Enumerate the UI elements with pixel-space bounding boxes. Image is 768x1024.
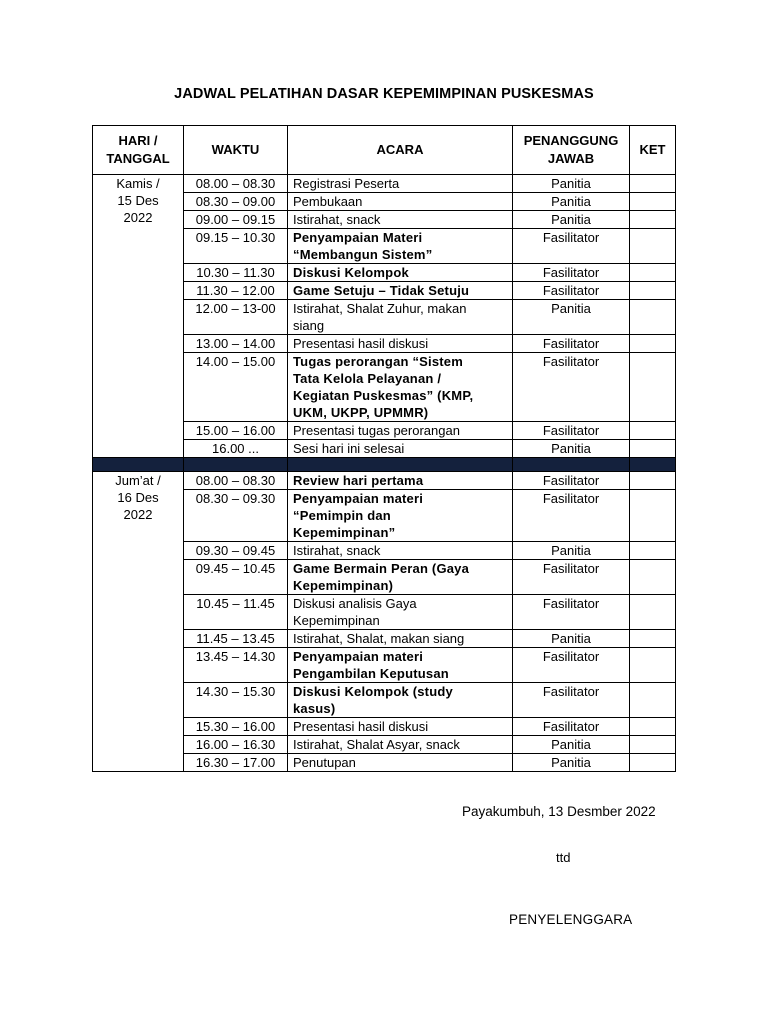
ket-cell [630, 490, 676, 542]
penanggung-jawab-cell: Fasilitator [513, 335, 630, 353]
acara-line: Istirahat, Shalat Asyar, snack [293, 737, 460, 752]
acara-line: siang [293, 318, 325, 333]
acara-cell [288, 736, 513, 754]
ket-cell [630, 300, 676, 335]
time-cell: 09.45 – 10.45 [184, 560, 288, 595]
acara-cell [288, 683, 513, 718]
time-cell: 08.00 – 08.30 [184, 472, 288, 490]
ket-cell [630, 542, 676, 560]
time-cell: 16.00 – 16.30 [184, 736, 288, 754]
ket-cell [630, 472, 676, 490]
ket-cell [630, 595, 676, 630]
acara-cell [288, 718, 513, 736]
day-label-line: 15 Des [117, 193, 159, 208]
acara-cell [288, 440, 513, 458]
acara-cell [288, 754, 513, 772]
header-ket: KET [630, 126, 676, 175]
table-row [93, 175, 676, 193]
time-cell: 13.00 – 14.00 [184, 335, 288, 353]
time-cell: 10.30 – 11.30 [184, 264, 288, 282]
time-cell: 14.30 – 15.30 [184, 683, 288, 718]
acara-line: Presentasi hasil diskusi [293, 336, 429, 351]
acara-cell [288, 472, 513, 490]
ket-cell [630, 335, 676, 353]
acara-cell [288, 648, 513, 683]
penanggung-jawab-cell: Fasilitator [513, 718, 630, 736]
ket-cell [630, 754, 676, 772]
table-row [93, 472, 676, 490]
acara-cell [288, 229, 513, 264]
ket-cell [630, 211, 676, 229]
ket-cell [630, 648, 676, 683]
acara-line: kasus) [293, 701, 336, 716]
time-cell: 15.00 – 16.00 [184, 422, 288, 440]
time-cell: 10.45 – 11.45 [184, 595, 288, 630]
penanggung-jawab-cell: Fasilitator [513, 648, 630, 683]
penanggung-jawab-cell: Panitia [513, 542, 630, 560]
acara-line: “Pemimpin dan [293, 508, 391, 523]
ket-cell [630, 353, 676, 422]
ket-cell [630, 175, 676, 193]
time-cell: 16.00 ... [184, 440, 288, 458]
table-header-row [93, 126, 676, 175]
penanggung-jawab-cell: Panitia [513, 193, 630, 211]
ket-cell [630, 630, 676, 648]
acara-line: Pengambilan Keputusan [293, 666, 449, 681]
ket-cell [630, 422, 676, 440]
schedule-table [92, 125, 676, 772]
time-cell: 09.15 – 10.30 [184, 229, 288, 264]
acara-line: Istirahat, snack [293, 212, 381, 227]
acara-line: Istirahat, Shalat Zuhur, makan [293, 301, 467, 316]
penanggung-jawab-cell: Panitia [513, 736, 630, 754]
acara-line: Kegiatan Puskesmas” (KMP, [293, 388, 474, 403]
document-title: JADWAL PELATIHAN DASAR KEPEMIMPINAN PUSKESMAS [174, 86, 594, 102]
acara-cell [288, 595, 513, 630]
acara-cell [288, 560, 513, 595]
acara-line: Tugas perorangan “Sistem [293, 354, 463, 369]
time-cell: 12.00 – 13-00 [184, 300, 288, 335]
time-cell: 08.30 – 09.30 [184, 490, 288, 542]
acara-cell [288, 490, 513, 542]
day-label-cell [93, 175, 184, 458]
acara-line: Penyampaian materi [293, 491, 424, 506]
time-cell: 09.30 – 09.45 [184, 542, 288, 560]
schedule-body [93, 175, 676, 772]
header-acara: ACARA [288, 126, 513, 175]
penanggung-jawab-cell: Fasilitator [513, 264, 630, 282]
acara-cell [288, 300, 513, 335]
ket-cell [630, 683, 676, 718]
acara-line: Kepemimpinan) [293, 578, 394, 593]
acara-cell [288, 335, 513, 353]
acara-line: Sesi hari ini selesai [293, 441, 405, 456]
acara-cell [288, 422, 513, 440]
header-hari-tanggal: HARI / TANGGAL [93, 126, 184, 175]
place-date: Payakumbuh, 13 Desmber 2022 [462, 804, 656, 819]
day-label-line: 2022 [123, 210, 153, 225]
separator-cell [288, 458, 513, 472]
day-label-line: Kamis / [116, 176, 160, 191]
ket-cell [630, 282, 676, 300]
ket-cell [630, 229, 676, 264]
acara-line: Registrasi Peserta [293, 176, 400, 191]
ket-cell [630, 440, 676, 458]
penanggung-jawab-cell: Fasilitator [513, 422, 630, 440]
penanggung-jawab-cell: Panitia [513, 211, 630, 229]
ket-cell [630, 560, 676, 595]
organizer-label: PENYELENGGARA [509, 912, 633, 927]
ket-cell [630, 718, 676, 736]
acara-cell [288, 193, 513, 211]
acara-line: Diskusi analisis Gaya [293, 596, 417, 611]
acara-cell [288, 630, 513, 648]
penanggung-jawab-cell: Fasilitator [513, 595, 630, 630]
penanggung-jawab-cell: Panitia [513, 440, 630, 458]
header-waktu: WAKTU [184, 126, 288, 175]
penanggung-jawab-cell: Panitia [513, 754, 630, 772]
penanggung-jawab-cell: Fasilitator [513, 353, 630, 422]
acara-line: Penutupan [293, 755, 356, 770]
penanggung-jawab-cell: Fasilitator [513, 490, 630, 542]
time-cell: 09.00 – 09.15 [184, 211, 288, 229]
time-cell: 15.30 – 16.00 [184, 718, 288, 736]
penanggung-jawab-cell: Panitia [513, 175, 630, 193]
acara-cell [288, 175, 513, 193]
separator-cell [630, 458, 676, 472]
time-cell: 16.30 – 17.00 [184, 754, 288, 772]
acara-line: Diskusi Kelompok (study [293, 684, 453, 699]
acara-cell [288, 264, 513, 282]
time-cell: 13.45 – 14.30 [184, 648, 288, 683]
day-label-line: Jum’at / [115, 473, 161, 488]
penanggung-jawab-cell: Fasilitator [513, 560, 630, 595]
acara-cell [288, 353, 513, 422]
penanggung-jawab-cell: Fasilitator [513, 282, 630, 300]
time-cell: 14.00 – 15.00 [184, 353, 288, 422]
acara-line: Presentasi hasil diskusi [293, 719, 429, 734]
acara-line: Tata Kelola Pelayanan / [293, 371, 442, 386]
time-cell: 11.45 – 13.45 [184, 630, 288, 648]
acara-line: Diskusi Kelompok [293, 265, 409, 280]
acara-cell [288, 211, 513, 229]
time-cell: 11.30 – 12.00 [184, 282, 288, 300]
ket-cell [630, 264, 676, 282]
acara-line: Kepemimpinan” [293, 525, 396, 540]
day-label-line: 16 Des [117, 490, 159, 505]
penanggung-jawab-cell: Fasilitator [513, 472, 630, 490]
penanggung-jawab-cell: Fasilitator [513, 229, 630, 264]
acara-line: Penyampaian Materi [293, 230, 423, 245]
day-label-cell [93, 472, 184, 772]
acara-line: “Membangun Sistem” [293, 247, 433, 262]
acara-line: UKM, UKPP, UPMMR) [293, 405, 429, 420]
acara-line: Review hari pertama [293, 473, 424, 488]
acara-line: Pembukaan [293, 194, 363, 209]
header-penanggung-jawab: PENANGGUNG JAWAB [513, 126, 630, 175]
separator-cell [184, 458, 288, 472]
acara-line: Kepemimpinan [293, 613, 380, 628]
acara-line: Istirahat, Shalat, makan siang [293, 631, 465, 646]
acara-cell [288, 282, 513, 300]
penanggung-jawab-cell: Fasilitator [513, 683, 630, 718]
ket-cell [630, 193, 676, 211]
acara-line: Game Setuju – Tidak Setuju [293, 283, 470, 298]
acara-line: Presentasi tugas perorangan [293, 423, 460, 438]
penanggung-jawab-cell: Panitia [513, 300, 630, 335]
acara-line: Game Bermain Peran (Gaya [293, 561, 470, 576]
acara-cell [288, 542, 513, 560]
acara-line: Istirahat, snack [293, 543, 381, 558]
signature-mark: ttd [556, 850, 571, 865]
day-separator-row [93, 458, 676, 472]
time-cell: 08.00 – 08.30 [184, 175, 288, 193]
acara-line: Penyampaian materi [293, 649, 424, 664]
separator-cell [93, 458, 184, 472]
day-label-line: 2022 [123, 507, 153, 522]
separator-cell [513, 458, 630, 472]
time-cell: 08.30 – 09.00 [184, 193, 288, 211]
penanggung-jawab-cell: Panitia [513, 630, 630, 648]
ket-cell [630, 736, 676, 754]
